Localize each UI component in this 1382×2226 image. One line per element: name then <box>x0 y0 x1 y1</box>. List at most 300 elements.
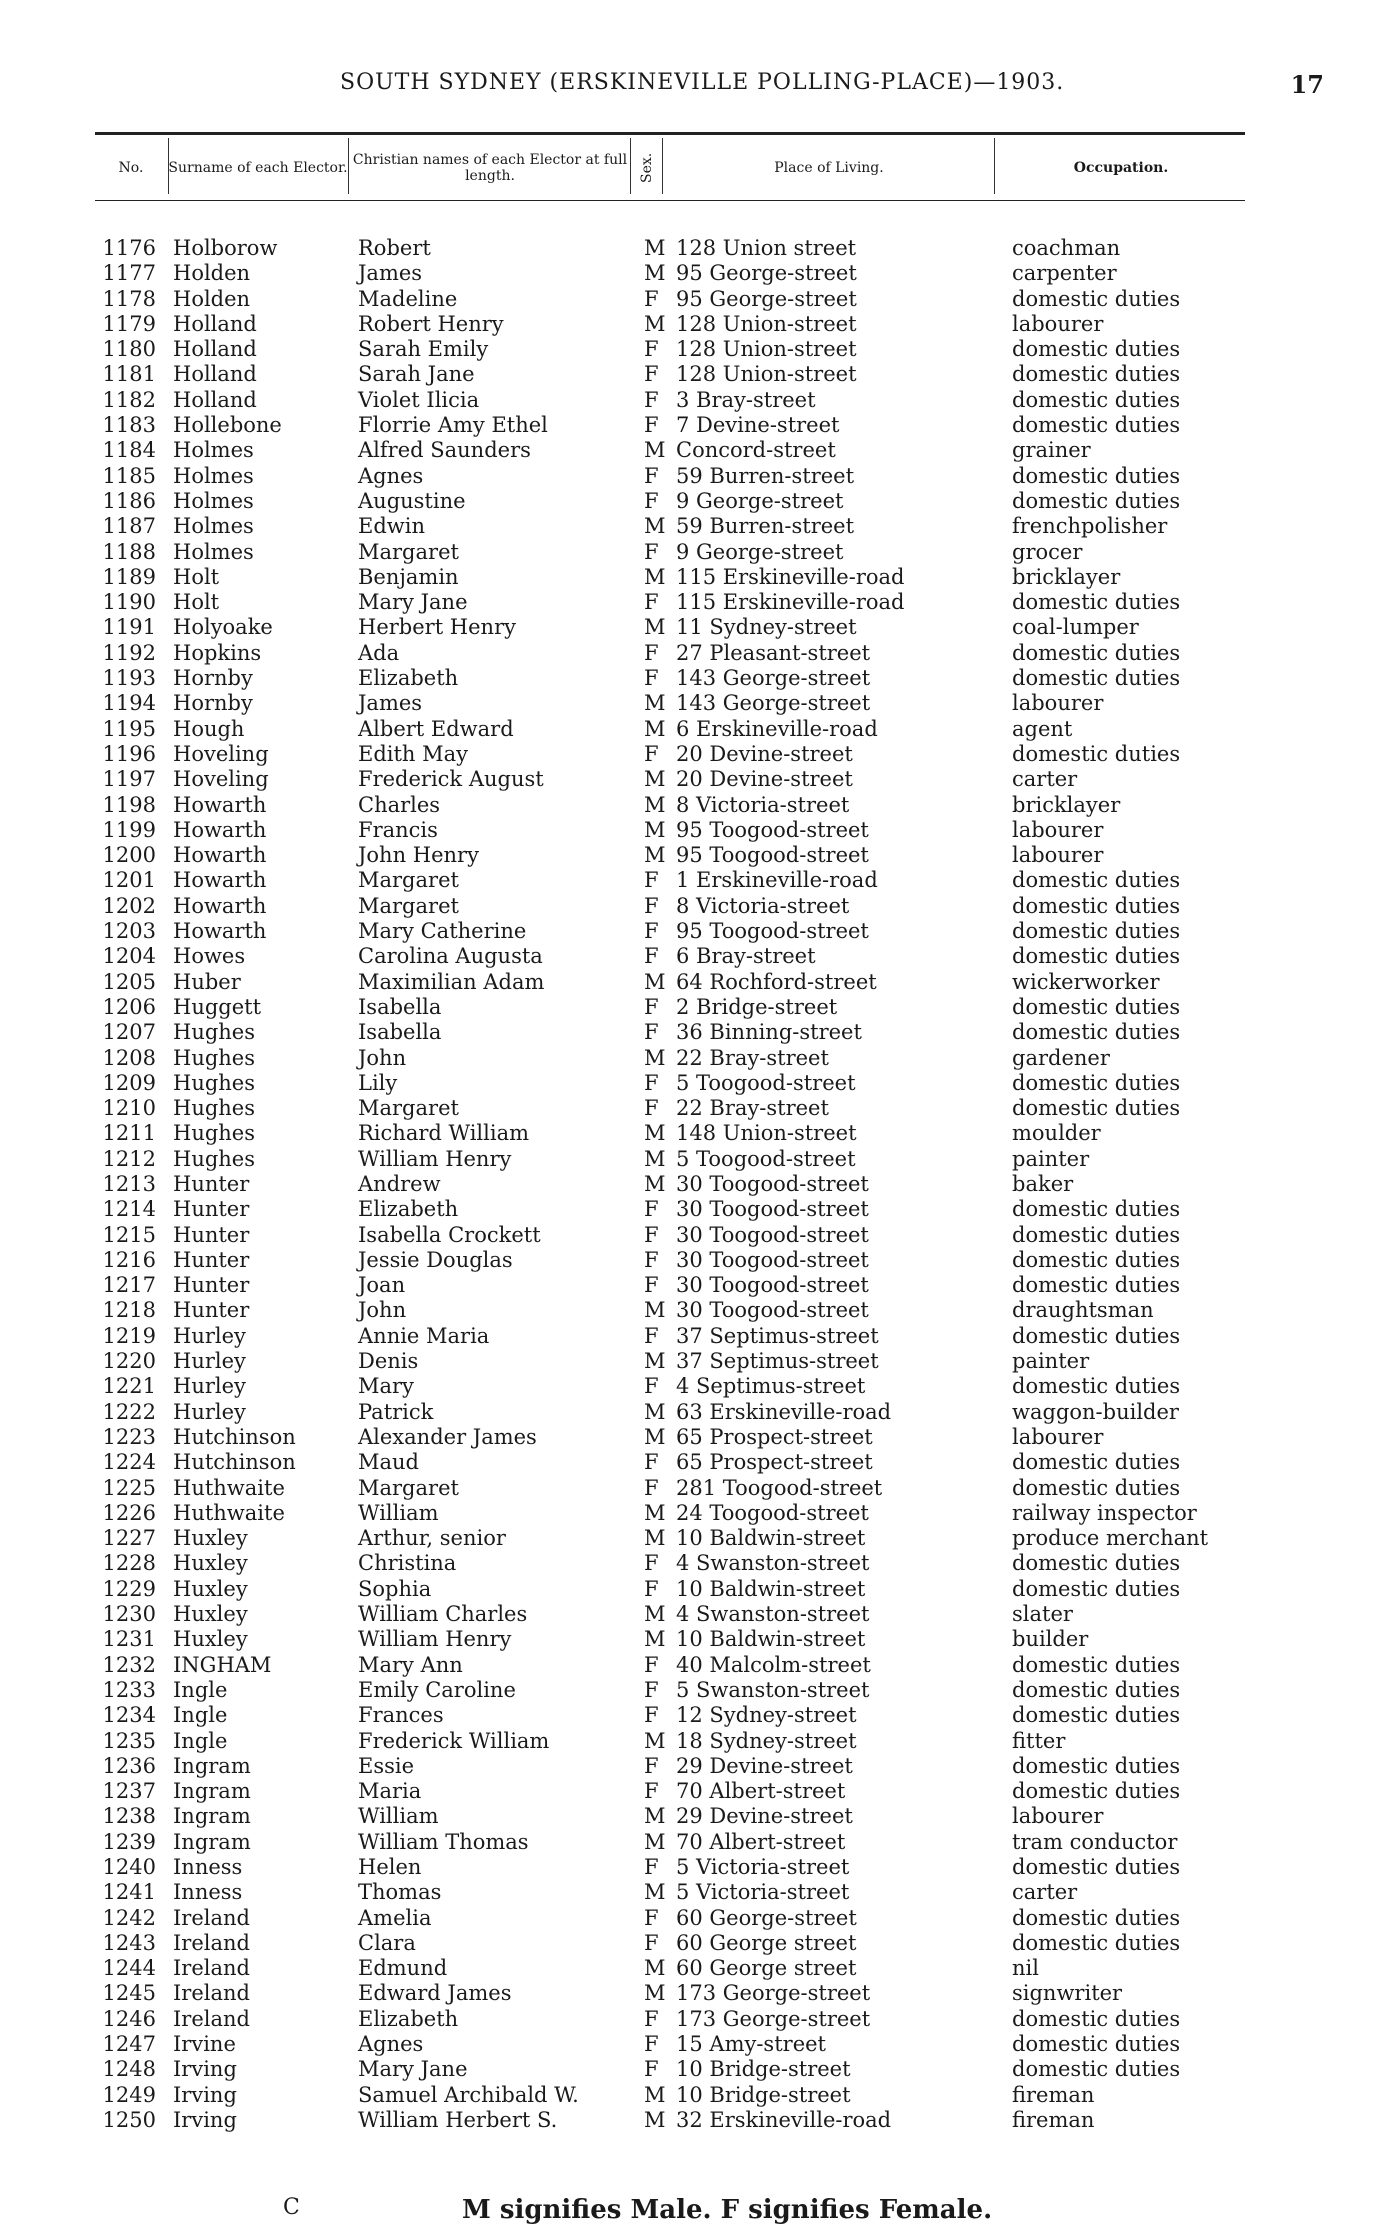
elector-number: 1223 <box>102 1424 156 1449</box>
table-row <box>0 413 1382 438</box>
elector-number: 1208 <box>102 1045 156 1070</box>
elector-surname: Holden <box>173 261 251 286</box>
elector-surname: Hughes <box>173 1045 256 1070</box>
elector-number: 1204 <box>102 944 156 969</box>
table-row <box>0 1324 1382 1349</box>
elector-christian-names: Isabella Crockett <box>358 1222 541 1247</box>
elector-number: 1233 <box>102 1677 156 1702</box>
table-row <box>0 691 1382 716</box>
elector-surname: Hughes <box>173 1070 256 1095</box>
elector-christian-names: Arthur, senior <box>358 1526 506 1551</box>
elector-occupation: domestic duties <box>1012 362 1181 387</box>
elector-surname: Hornby <box>173 691 253 716</box>
elector-place: 30 Toogood-street <box>676 1247 869 1272</box>
table-row <box>0 793 1382 818</box>
column-divider <box>630 138 631 194</box>
elector-occupation: builder <box>1012 1627 1089 1652</box>
elector-occupation: nil <box>1012 1956 1039 1981</box>
elector-occupation: domestic duties <box>1012 1475 1181 1500</box>
table-row <box>0 944 1382 969</box>
table-row <box>0 1602 1382 1627</box>
elector-place: 10 Bridge-street <box>676 2082 851 2107</box>
elector-sex: M <box>644 1121 666 1146</box>
elector-surname: Holland <box>173 337 257 362</box>
elector-number: 1241 <box>102 1880 156 1905</box>
elector-occupation: railway inspector <box>1012 1500 1197 1525</box>
elector-number: 1248 <box>102 2057 156 2082</box>
elector-occupation: domestic duties <box>1012 1905 1181 1930</box>
elector-christian-names: Richard William <box>358 1121 530 1146</box>
table-row <box>0 1450 1382 1475</box>
table-row <box>0 540 1382 565</box>
elector-number: 1222 <box>102 1399 156 1424</box>
table-row <box>0 362 1382 387</box>
elector-christian-names: Robert <box>358 236 431 260</box>
elector-christian-names: Edith May <box>358 741 469 766</box>
elector-sex: F <box>644 1576 659 1601</box>
elector-sex: F <box>644 463 659 488</box>
elector-surname: Howarth <box>173 817 267 842</box>
elector-christian-names: Maria <box>358 1779 422 1804</box>
elector-sex: M <box>644 1171 666 1196</box>
elector-sex: M <box>644 1602 666 1627</box>
elector-number: 1182 <box>102 387 156 412</box>
table-row <box>0 1501 1382 1526</box>
elector-surname: Hurley <box>173 1349 246 1374</box>
elector-surname: Huxley <box>173 1576 248 1601</box>
table-row <box>0 590 1382 615</box>
elector-place: 4 Septimus-street <box>676 1374 866 1399</box>
elector-christian-names: Carolina Augusta <box>358 944 543 969</box>
elector-number: 1201 <box>102 868 156 893</box>
elector-christian-names: Maud <box>358 1450 419 1475</box>
elector-occupation: slater <box>1012 1602 1073 1627</box>
elector-occupation: carter <box>1012 1880 1078 1905</box>
elector-sex: M <box>644 1349 666 1374</box>
table-row <box>0 1526 1382 1551</box>
elector-number: 1225 <box>102 1475 156 1500</box>
table-row <box>0 843 1382 868</box>
elector-occupation: labourer <box>1012 311 1104 336</box>
elector-surname: Irving <box>173 2107 237 2132</box>
elector-place: 30 Toogood-street <box>676 1197 869 1222</box>
elector-occupation: labourer <box>1012 843 1104 868</box>
table-row <box>0 1374 1382 1399</box>
elector-number: 1216 <box>102 1247 156 1272</box>
elector-surname: Hughes <box>173 1121 256 1146</box>
elector-occupation: domestic duties <box>1012 488 1181 513</box>
elector-surname: Hurley <box>173 1374 246 1399</box>
elector-number: 1232 <box>102 1652 156 1677</box>
elector-occupation: fireman <box>1012 2082 1095 2107</box>
elector-christian-names: Thomas <box>358 1880 442 1905</box>
elector-christian-names: Madeline <box>358 286 458 311</box>
elector-number: 1220 <box>102 1349 156 1374</box>
elector-christian-names: Andrew <box>358 1171 441 1196</box>
elector-sex: M <box>644 1298 666 1323</box>
elector-place: 37 Septimus-street <box>676 1323 879 1348</box>
table-row <box>0 1298 1382 1323</box>
table-row <box>0 742 1382 767</box>
elector-christian-names: John <box>358 1298 407 1323</box>
column-divider <box>994 138 995 194</box>
elector-christian-names: Agnes <box>358 2032 424 2057</box>
table-row <box>0 1147 1382 1172</box>
elector-surname: Hughes <box>173 1146 256 1171</box>
elector-place: 60 George street <box>676 1956 857 1981</box>
elector-surname: Huxley <box>173 1602 248 1627</box>
table-row <box>0 1981 1382 2006</box>
elector-christian-names: Jessie Douglas <box>358 1247 513 1272</box>
column-header-sex: Sex. <box>639 152 655 184</box>
elector-place: 148 Union-street <box>676 1121 857 1146</box>
elector-sex: F <box>644 1652 659 1677</box>
elector-sex: M <box>644 615 666 640</box>
elector-christian-names: Edward James <box>358 1981 512 2006</box>
elector-surname: Ireland <box>173 2006 250 2031</box>
elector-sex: F <box>644 1905 659 1930</box>
elector-sex: M <box>644 1880 666 1905</box>
table-row <box>0 1703 1382 1728</box>
elector-surname: Howarth <box>173 868 267 893</box>
elector-christian-names: Margaret <box>358 893 459 918</box>
elector-sex: F <box>644 944 659 969</box>
elector-sex: F <box>644 539 659 564</box>
elector-surname: Hunter <box>173 1171 250 1196</box>
elector-occupation: carpenter <box>1012 261 1117 286</box>
elector-christian-names: Annie Maria <box>358 1323 490 1348</box>
elector-christian-names: Robert Henry <box>358 311 504 336</box>
elector-place: 143 George-street <box>676 691 871 716</box>
elector-occupation: domestic duties <box>1012 2057 1181 2082</box>
elector-place: 8 Victoria-street <box>676 893 850 918</box>
table-row <box>0 438 1382 463</box>
elector-place: 60 George street <box>676 1930 857 1955</box>
elector-sex: F <box>644 994 659 1019</box>
elector-number: 1209 <box>102 1070 156 1095</box>
elector-surname: Ireland <box>173 1956 250 1981</box>
elector-occupation: domestic duties <box>1012 2032 1181 2057</box>
elector-occupation: labourer <box>1012 1804 1104 1829</box>
elector-occupation: domestic duties <box>1012 1247 1181 1272</box>
elector-surname: Hoveling <box>173 741 269 766</box>
elector-sex: F <box>644 488 659 513</box>
elector-occupation: domestic duties <box>1012 944 1181 969</box>
elector-place: 30 Toogood-street <box>676 1273 869 1298</box>
elector-place: 2 Bridge-street <box>676 994 838 1019</box>
elector-occupation: carter <box>1012 767 1078 792</box>
elector-surname: Hughes <box>173 1096 256 1121</box>
elector-christian-names: Violet Ilicia <box>358 387 480 412</box>
elector-surname: Ingram <box>173 1829 251 1854</box>
elector-christian-names: Mary Jane <box>358 2057 468 2082</box>
elector-place: 59 Burren-street <box>676 514 855 539</box>
elector-occupation: bricklayer <box>1012 792 1121 817</box>
elector-surname: Ingle <box>173 1703 228 1728</box>
elector-christian-names: Alexander James <box>358 1424 537 1449</box>
elector-number: 1178 <box>102 286 156 311</box>
elector-sex: F <box>644 1096 659 1121</box>
elector-sex: M <box>644 1526 666 1551</box>
elector-occupation: domestic duties <box>1012 590 1181 615</box>
elector-number: 1206 <box>102 994 156 1019</box>
elector-occupation: labourer <box>1012 817 1104 842</box>
elector-occupation: domestic duties <box>1012 1197 1181 1222</box>
elector-surname: Holland <box>173 311 257 336</box>
elector-sex: M <box>644 817 666 842</box>
elector-surname: Ireland <box>173 1981 250 2006</box>
elector-occupation: produce merchant <box>1012 1526 1209 1551</box>
elector-christian-names: William Henry <box>358 1627 512 1652</box>
elector-surname: Hough <box>173 716 245 741</box>
elector-surname: Inness <box>173 1880 243 1905</box>
table-row <box>0 717 1382 742</box>
elector-sex: F <box>644 1323 659 1348</box>
elector-christian-names: Margaret <box>358 1096 459 1121</box>
elector-sex: F <box>644 413 659 438</box>
elector-place: 4 Swanston-street <box>676 1551 870 1576</box>
table-row <box>0 641 1382 666</box>
elector-surname: Hughes <box>173 1020 256 1045</box>
elector-place: 95 Toogood-street <box>676 817 869 842</box>
elector-christian-names: Christina <box>358 1551 457 1576</box>
elector-christian-names: Elizabeth <box>358 1197 459 1222</box>
elector-sex: F <box>644 1551 659 1576</box>
elector-sex: F <box>644 2032 659 2057</box>
elector-surname: Ingram <box>173 1779 251 1804</box>
column-header-no: No. <box>118 160 144 176</box>
elector-place: 128 Union street <box>676 236 857 260</box>
elector-occupation: domestic duties <box>1012 1855 1181 1879</box>
elector-number: 1229 <box>102 1576 156 1601</box>
elector-place: 1 Erskineville-road <box>676 868 878 893</box>
elector-occupation: domestic duties <box>1012 893 1181 918</box>
elector-surname: Holt <box>173 590 220 615</box>
table-row <box>0 261 1382 286</box>
elector-christian-names: Clara <box>358 1930 416 1955</box>
elector-number: 1236 <box>102 1753 156 1778</box>
elector-number: 1187 <box>102 514 156 539</box>
table-row <box>0 1577 1382 1602</box>
elector-number: 1228 <box>102 1551 156 1576</box>
elector-occupation: moulder <box>1012 1121 1101 1146</box>
elector-occupation: domestic duties <box>1012 1222 1181 1247</box>
table-row <box>0 767 1382 792</box>
elector-occupation: domestic duties <box>1012 640 1181 665</box>
table-row <box>0 919 1382 944</box>
elector-christian-names: Denis <box>358 1349 419 1374</box>
elector-surname: Inness <box>173 1855 243 1879</box>
elector-number: 1200 <box>102 843 156 868</box>
elector-surname: Hunter <box>173 1222 250 1247</box>
elector-number: 1221 <box>102 1374 156 1399</box>
elector-occupation: baker <box>1012 1171 1074 1196</box>
elector-place: 5 Victoria-street <box>676 1855 850 1879</box>
elector-place: 70 Albert-street <box>676 1779 846 1804</box>
elector-surname: Ireland <box>173 1905 250 1930</box>
page-footer <box>0 2195 1382 2225</box>
elector-place: 10 Baldwin-street <box>676 1526 866 1551</box>
elector-surname: Hopkins <box>173 640 262 665</box>
elector-christian-names: Francis <box>358 817 438 842</box>
elector-occupation: domestic duties <box>1012 1703 1181 1728</box>
elector-christian-names: Margaret <box>358 868 459 893</box>
elector-christian-names: William Henry <box>358 1146 512 1171</box>
table-row <box>0 489 1382 514</box>
elector-sex: M <box>644 261 666 286</box>
elector-christian-names: Samuel Archibald W. <box>358 2082 579 2107</box>
table-row <box>0 1804 1382 1829</box>
elector-christian-names: Maximilian Adam <box>358 969 545 994</box>
signature-mark: C <box>283 2195 300 2220</box>
elector-place: 95 George-street <box>676 286 857 311</box>
elector-christian-names: Essie <box>358 1753 415 1778</box>
elector-christian-names: Benjamin <box>358 564 459 589</box>
table-row <box>0 1678 1382 1703</box>
table-row <box>0 287 1382 312</box>
elector-sex: F <box>644 1247 659 1272</box>
elector-place: 11 Sydney-street <box>676 615 857 640</box>
elector-sex: F <box>644 1753 659 1778</box>
table-row <box>0 1956 1382 1981</box>
elector-occupation: domestic duties <box>1012 1930 1181 1955</box>
table-row <box>0 1906 1382 1931</box>
column-divider <box>348 138 349 194</box>
table-row <box>0 2032 1382 2057</box>
elector-number: 1199 <box>102 817 156 842</box>
table-row <box>0 1020 1382 1045</box>
elector-christian-names: Mary <box>358 1374 414 1399</box>
elector-number: 1244 <box>102 1956 156 1981</box>
elector-occupation: domestic duties <box>1012 1096 1181 1121</box>
elector-sex: F <box>644 1197 659 1222</box>
elector-christian-names: William <box>358 1500 439 1525</box>
elector-place: 59 Burren-street <box>676 463 855 488</box>
elector-christian-names: William Herbert S. <box>358 2107 558 2132</box>
elector-sex: F <box>644 741 659 766</box>
elector-place: 22 Bray-street <box>676 1096 829 1121</box>
table-row <box>0 1880 1382 1905</box>
elector-place: 5 Toogood-street <box>676 1070 856 1095</box>
elector-surname: Irvine <box>173 2032 236 2057</box>
elector-christian-names: Sophia <box>358 1576 432 1601</box>
elector-place: 60 George-street <box>676 1905 857 1930</box>
elector-surname: Hutchinson <box>173 1450 296 1475</box>
elector-occupation: domestic duties <box>1012 919 1181 944</box>
header-rule-bottom <box>95 200 1245 201</box>
table-row <box>0 565 1382 590</box>
elector-place: 10 Baldwin-street <box>676 1576 866 1601</box>
elector-number: 1249 <box>102 2082 156 2107</box>
elector-sex: F <box>644 337 659 362</box>
elector-place: 27 Pleasant-street <box>676 640 871 665</box>
elector-surname: Holyoake <box>173 615 273 640</box>
elector-surname: Hornby <box>173 666 253 691</box>
table-row <box>0 1223 1382 1248</box>
table-row <box>0 1071 1382 1096</box>
elector-christian-names: Mary Catherine <box>358 919 527 944</box>
elector-place: 30 Toogood-street <box>676 1298 869 1323</box>
elector-occupation: agent <box>1012 716 1073 741</box>
table-row <box>0 514 1382 539</box>
elector-surname: Howarth <box>173 893 267 918</box>
elector-surname: Ireland <box>173 1930 250 1955</box>
elector-surname: Holmes <box>173 488 254 513</box>
elector-number: 1242 <box>102 1905 156 1930</box>
elector-surname: Ingram <box>173 1804 251 1829</box>
elector-occupation: fireman <box>1012 2107 1095 2132</box>
elector-occupation: domestic duties <box>1012 1020 1181 1045</box>
elector-number: 1180 <box>102 337 156 362</box>
elector-occupation: grainer <box>1012 438 1091 463</box>
elector-christian-names: Margaret <box>358 539 459 564</box>
elector-sex: F <box>644 590 659 615</box>
elector-surname: Hunter <box>173 1298 250 1323</box>
elector-christian-names: Margaret <box>358 1475 459 1500</box>
column-divider <box>662 138 663 194</box>
elector-number: 1205 <box>102 969 156 994</box>
elector-place: 29 Devine-street <box>676 1804 853 1829</box>
table-row <box>0 615 1382 640</box>
elector-occupation: bricklayer <box>1012 564 1121 589</box>
table-row <box>0 2057 1382 2082</box>
elector-number: 1246 <box>102 2006 156 2031</box>
elector-place: 5 Victoria-street <box>676 1880 850 1905</box>
elector-number: 1181 <box>102 362 156 387</box>
elector-occupation: domestic duties <box>1012 1374 1181 1399</box>
elector-occupation: signwriter <box>1012 1981 1123 2006</box>
table-row <box>0 1627 1382 1652</box>
elector-number: 1224 <box>102 1450 156 1475</box>
elector-occupation: domestic duties <box>1012 463 1181 488</box>
elector-number: 1190 <box>102 590 156 615</box>
table-row <box>0 1096 1382 1121</box>
elector-place: 24 Toogood-street <box>676 1500 869 1525</box>
elector-surname: Hunter <box>173 1273 250 1298</box>
elector-place: 6 Bray-street <box>676 944 816 969</box>
elector-number: 1185 <box>102 463 156 488</box>
elector-place: 8 Victoria-street <box>676 792 850 817</box>
elector-occupation: domestic duties <box>1012 2006 1181 2031</box>
elector-occupation: domestic duties <box>1012 1753 1181 1778</box>
elector-occupation: fitter <box>1012 1728 1066 1753</box>
elector-christian-names: William Thomas <box>358 1829 529 1854</box>
elector-sex: M <box>644 514 666 539</box>
elector-number: 1215 <box>102 1222 156 1247</box>
elector-place: 40 Malcolm-street <box>676 1652 871 1677</box>
elector-sex: M <box>644 1045 666 1070</box>
elector-sex: F <box>644 893 659 918</box>
elector-surname: Huthwaite <box>173 1500 285 1525</box>
elector-place: 12 Sydney-street <box>676 1703 857 1728</box>
sex-legend: M signifies Male. F signifies Female. <box>462 2195 993 2225</box>
page-number: 17 <box>1290 70 1324 99</box>
table-row <box>0 2007 1382 2032</box>
table-row <box>0 1046 1382 1071</box>
elector-sex: F <box>644 1273 659 1298</box>
elector-place: 115 Erskineville-road <box>676 590 905 615</box>
elector-sex: F <box>644 387 659 412</box>
elector-number: 1243 <box>102 1930 156 1955</box>
elector-occupation: domestic duties <box>1012 1677 1181 1702</box>
elector-place: 6 Erskineville-road <box>676 716 878 741</box>
elector-occupation: painter <box>1012 1349 1090 1374</box>
elector-surname: Hunter <box>173 1247 250 1272</box>
elector-surname: Howes <box>173 944 246 969</box>
elector-sex: M <box>644 564 666 589</box>
table-row <box>0 1779 1382 1804</box>
elector-number: 1237 <box>102 1779 156 1804</box>
